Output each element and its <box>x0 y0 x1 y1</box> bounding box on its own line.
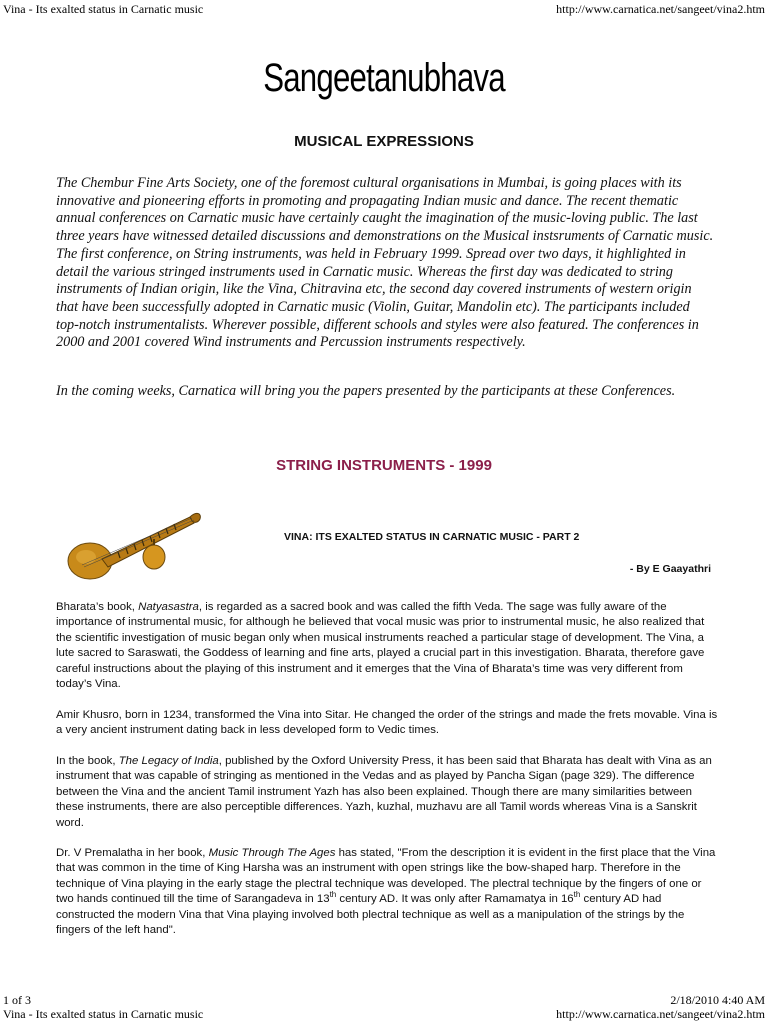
article-byline: - By E Gaayathri <box>629 563 711 575</box>
vina-icon <box>62 505 202 585</box>
article-paragraph-3: In the book, The Legacy of India, published by the Oxford University Press, it has been said that Bharata has dealt with Vina as an instrument that was capable of stringing as mentioned in the Vedas and as played by Pancha Sigan (page 329). The difference between the Vina and the ancient Tamil instrument Yazh has also been explained. Though there are many similarities between these instruments, there are also perceptible differences. Yazh, kuzhal, muzhavu are all Tamil words whereas Vina is a Sanskrit word. <box>56 755 712 829</box>
print-header-url: http://www.carnatica.net/sangeet/vina2.htm <box>556 2 765 16</box>
print-footer-page: 1 of 3 <box>3 993 31 1007</box>
site-title: Sangeetanubhava <box>263 56 505 100</box>
article-title: VINA: ITS EXALTED STATUS IN CARNATIC MUSIC - PART 2 <box>284 531 580 543</box>
print-footer-url: http://www.carnatica.net/sangeet/vina2.htm <box>556 1007 765 1021</box>
article-paragraph-4: Dr. V Premalatha in her book, Music Through The Ages has stated, "From the description it is evident in the first place that the Vina that was common in the time of King Harsha was an instrument with open strings like the bow-shaped harp. Therefore in the technique of Vina playing in the early stage the plectral technique was developed. The plectral technique by the fingers of one or two hands continued till the time of Sarangadeva in 13th century AD. It was only after Ramamatya in 16th century AD had constructed the modern Vina that Vina playing involved both plectral technique as well as a manipulation of the strings by the fingers of the left hand". <box>56 847 716 937</box>
print-header-title: Vina - Its exalted status in Carnatic music <box>3 2 204 16</box>
article-paragraph-2: Amir Khusro, born in 1234, transformed the Vina into Sitar. He changed the order of the strings and made the frets movable. Vina is a very ancient instrument dating back in less developed form to Vedic times. <box>56 709 718 737</box>
print-footer-title: Vina - Its exalted status in Carnatic music <box>3 1007 204 1021</box>
section-title: STRING INSTRUMENTS - 1999 <box>276 457 492 474</box>
intro-paragraph-2: In the coming weeks, Carnatica will bring you the papers presented by the participants at these Conferences. <box>56 383 676 399</box>
article-paragraph-1: Bharata’s book, Natyasastra, is regarded as a sacred book and was called the fifth Veda. The sage was fully aware of the importance of instrumental music, for although he believed that vocal music was prior to instrumental music, he also realized that the scientific investigation of music began only when musical instruments reached a particular stage of development. The Vina, a lute sacred to Saraswati, the Goddess of learning and fine arts, played a crucial part in this investigation. Bharata, therefore gave careful instructions about the playing of this instrument and it emerges that the Vina of Bharata’s time was very different from today’s Vina. <box>56 601 705 691</box>
intro-paragraph: The Chembur Fine Arts Society, one of the foremost cultural organisations in Mumbai, is going places with its innovative and pioneering efforts in promoting and propagating Indian music and dance. The recent thematic annual conferences on Carnatic music have certainly caught the imagination of the music-loving public. The last three years have witnessed detailed discussions and demonstrations on the Musical instsruments of Carnatic music. The first conference, on String instruments, was held in February 1999. Spread over two days, it highlighted in detail the various stringed instruments used in Carnatic music. Whereas the first day was dedicated to string instruments of Indian origin, like the Vina, Chitravina etc, the second day covered instruments of western origin that have been successfully adopted in Carnatic music (Violin, Guitar, Mandolin etc). The participants included top-notch instrumentalists. Wherever possible, different schools and styles were also featured. The conferences in 2000 and 2001 covered Wind instruments and Percussion instruments respectively. <box>56 175 714 351</box>
print-footer-datetime: 2/18/2010 4:40 AM <box>670 993 765 1007</box>
page-subtitle: MUSICAL EXPRESSIONS <box>294 133 474 150</box>
